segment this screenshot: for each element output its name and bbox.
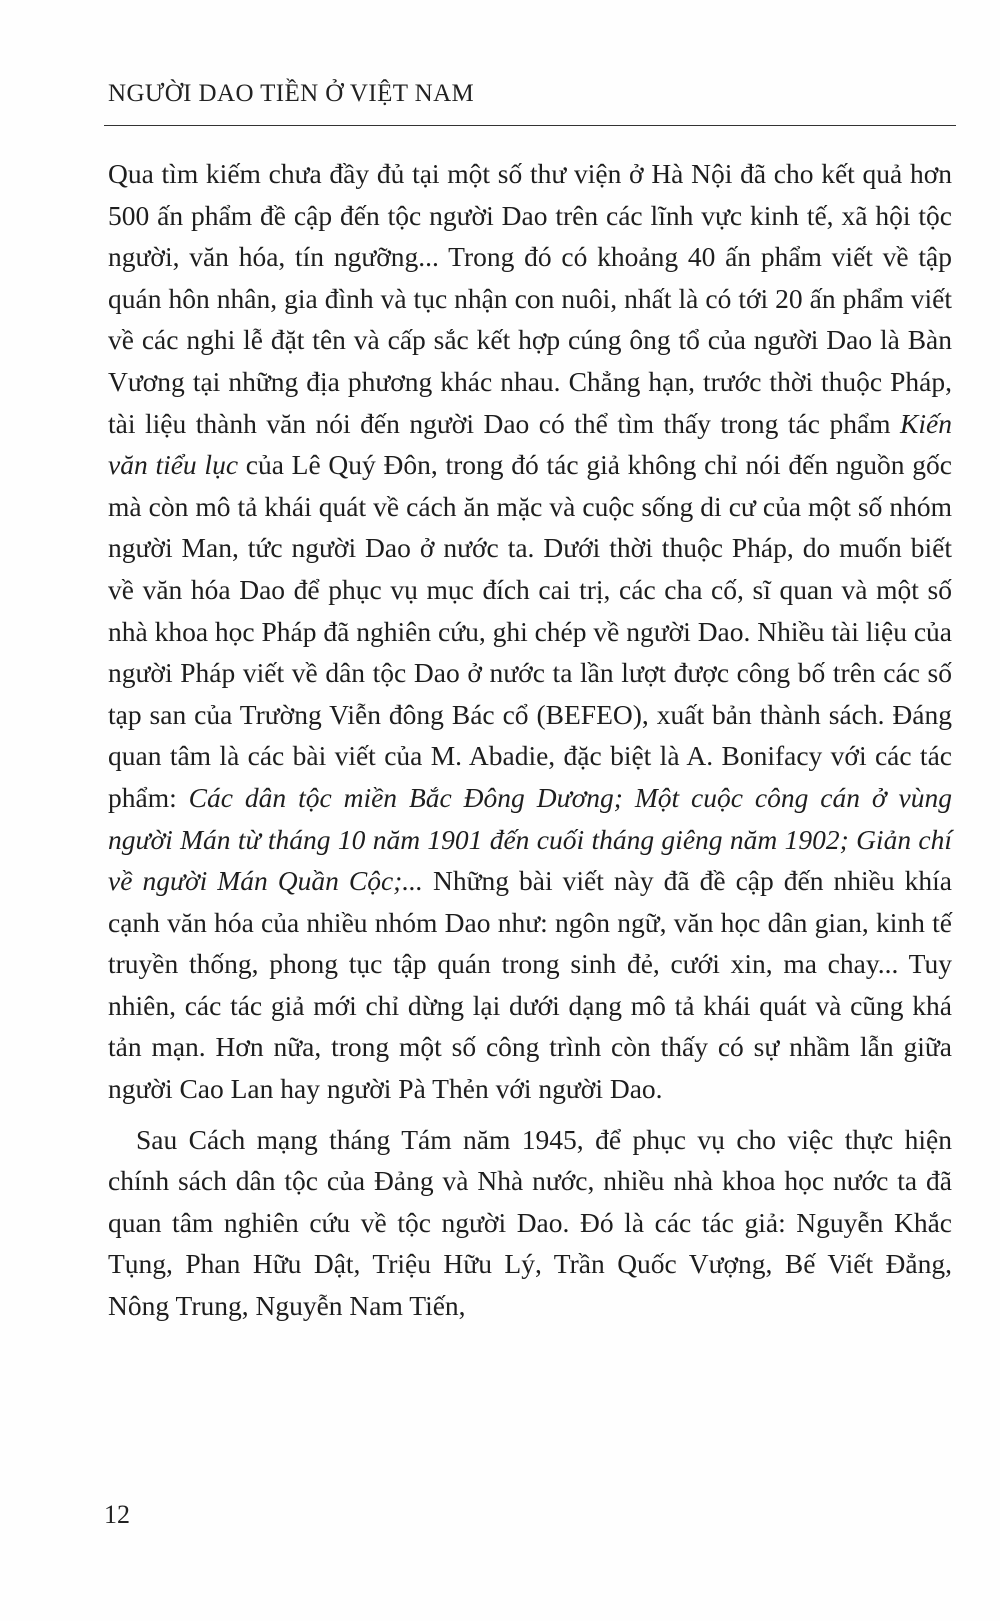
paragraph-2: Sau Cách mạng tháng Tám năm 1945, để phục vụ cho việc thực hiện chính sách dân tộc của Đảng và Nhà nước, nhiều nhà khoa học nước ta đã quan tâm nghiên cứu về tộc người Dao. Đó là các tác giả: Nguyễn Khắc Tụng, Phan Hữu Dật, Triệu Hữu Lý, Trần Quốc Vượng, Bế Viết Đẳng, Nông Trung, Nguyễn Nam Tiến, xyxy=(108,1123,952,1322)
paragraph-1-part-1: Qua tìm kiếm chưa đầy đủ tại một số thư viện ở Hà Nội đã cho kết quả hơn 500 ấn phẩm đề cập đến tộc người Dao trên các lĩnh vực kinh tế, xã hội tộc người, văn hóa, tín ngưỡng... Trong đó có khoảng 40 ấn phẩm viết về tập quán hôn nhân, gia đình và tục nhận con nuôi, nhất là có tới 20 ấn phẩm viết về các nghi lễ đặt tên và cấp sắc kết hợp cúng ông tổ của người Dao là Bàn Vương tại những địa phương khác nhau. Chẳng hạn, trước thời thuộc Pháp, tài liệu thành văn nói đến người Dao có thể tìm thấy trong tác phẩm xyxy=(108,158,952,439)
running-head: NGƯỜI DAO TIỀN Ở VIỆT NAM xyxy=(108,80,475,107)
body-text xyxy=(108,153,952,1327)
paragraph-1 xyxy=(108,153,952,1110)
bonifacy-works-titles: Các dân tộc miền Bắc Đông Dương; Một cuộc công cán ở vùng người Mán từ tháng 10 năm 1901 đến cuối tháng giêng năm 1902; Giản chí về người Mán Quần Cộc;... xyxy=(108,781,952,897)
paragraph-1-part-3: Những bài viết này đã đề cập đến nhiều khía cạnh văn hóa của nhiều nhóm Dao như: ngôn ngữ, văn học dân gian, kinh tế truyền thống, phong tục tập quán trong sinh đẻ, cưới xin, ma chay... Tuy nhiên, các tác giả mới chỉ dừng lại dưới dạng mô tả khái quát và cũng khá tản mạn. Hơn nữa, trong một số công trình còn thấy có sự nhầm lẫn giữa người Cao Lan hay người Pà Thẻn với người Dao. xyxy=(108,865,952,1105)
book-title-kien-van-tieu-luc: Kiến văn tiểu lục xyxy=(108,407,952,481)
page-number: 12 xyxy=(104,1500,130,1529)
paragraph-1-part-2: của Lê Quý Đôn, trong đó tác giả không chỉ nói đến nguồn gốc mà còn mô tả khái quát về cách ăn mặc và cuộc sống di cư của một số nhóm người Man, tức người Dao ở nước ta. Dưới thời thuộc Pháp, do muốn biết về văn hóa Dao để phục vụ mục đích cai trị, các cha cố, sĩ quan và một số nhà khoa học Pháp đã nghiên cứu, ghi chép về người Dao. Nhiều tài liệu của người Pháp viết về dân tộc Dao ở nước ta lần lượt được công bố trên các số tạp san của Trường Viễn đông Bác cổ (BEFEO), xuất bản thành sách. Đáng quan tâm là các bài viết của M. Abadie, đặc biệt là A. Bonifacy với các tác phẩm: xyxy=(108,449,952,813)
header-rule xyxy=(104,125,956,126)
